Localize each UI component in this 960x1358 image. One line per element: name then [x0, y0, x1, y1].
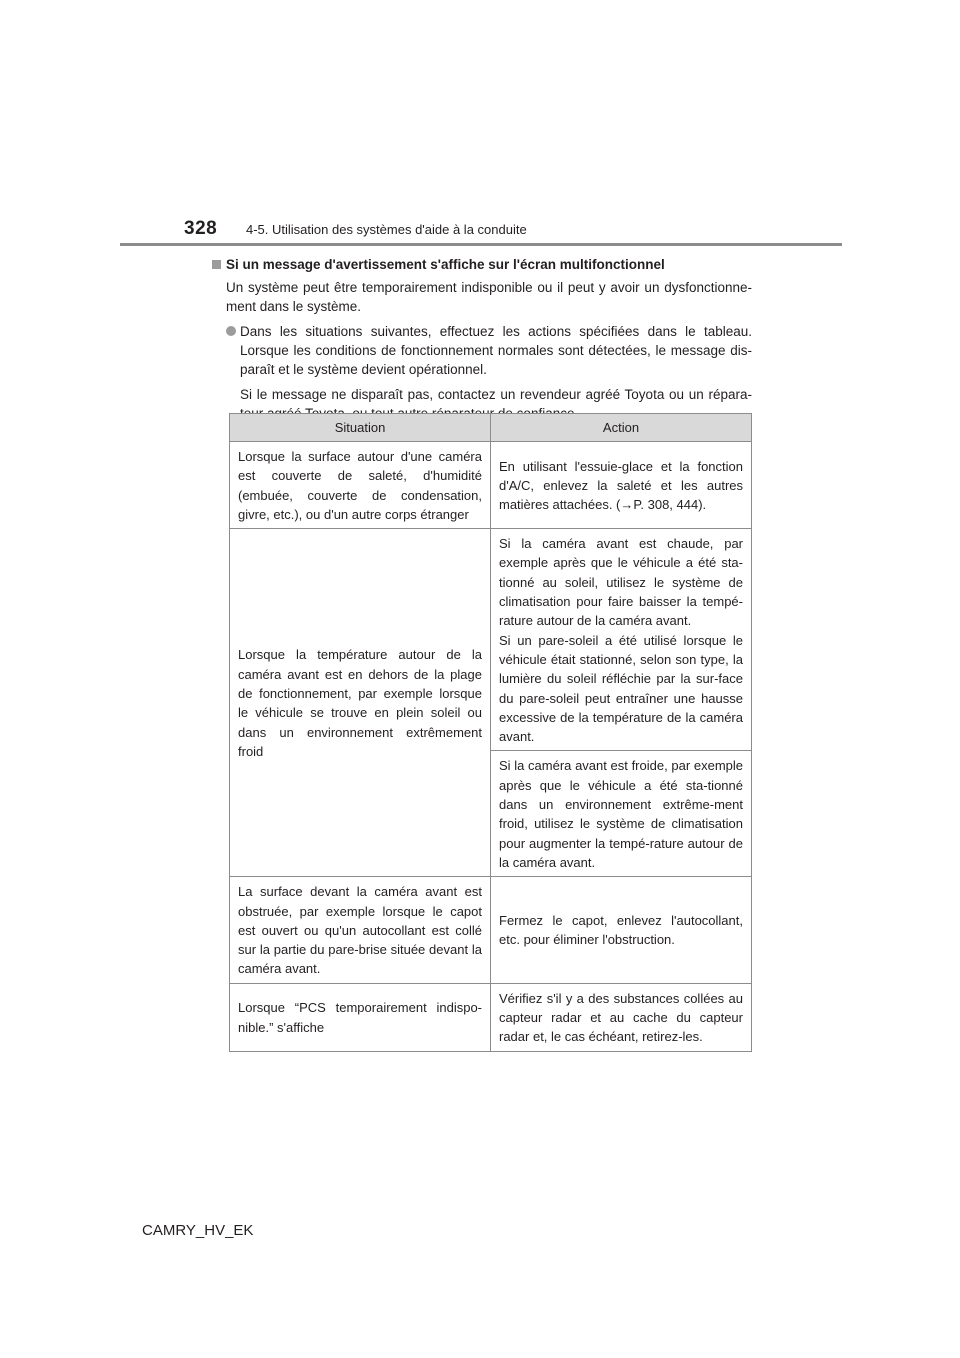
warning-heading-text: Si un message d'avertissement s'affiche sur l'écran multifonctionnel [226, 257, 665, 272]
bullet-followup: Si le message ne disparaît pas, contactez un revendeur agréé Toyota ou un répara- [240, 387, 752, 402]
page-number: 328 [184, 218, 218, 239]
header-action: Action [491, 414, 752, 442]
square-bullet-icon [212, 260, 221, 269]
situation-cell: Lorsque la surface autour d'une caméra est couverte de saleté, d'humidité (embuée, couverte de condensation, givre, etc.), ou d'un autre corps étranger [230, 442, 491, 529]
situation-cell: La surface devant la caméra avant est obstruée, par exemple lorsque le capot est ouvert ou qu'un autocollant est collé sur la partie du pare-brise située devant la caméra avant. [230, 877, 491, 983]
action-cell: Vérifiez s'il y a des substances collées au capteur radar et au cache du capteur radar et, le cas échéant, retirez-les. [491, 983, 752, 1051]
bullet-text: Dans les situations suivantes, effectuez les actions spécifiées dans le tableau. Lorsque les conditions de fonctionnement normales sont détectées, le message dis-paraît et le système devient opérationnel. [240, 324, 752, 377]
action-cell [491, 529, 752, 751]
action-text: Si un pare-soleil a été utilisé lorsque le véhicule était stationné, selon son type, la lumière du soleil réfléchie par la sur-face du pare-soleil peut entraîner une hausse excessive de la température de la caméra avant. [499, 632, 743, 745]
main-content [212, 255, 752, 423]
table-row [230, 442, 752, 529]
bullet-item [226, 322, 752, 379]
action-text: Si la caméra avant est chaude, par exemple après que le véhicule a été sta-tionné au soleil, utilisez le système de climatisation pour faire baisser la tempé-rature autour de la caméra avant. [499, 536, 743, 629]
table-row [230, 877, 752, 983]
intro-paragraph: Un système peut être temporairement indisponible ou il peut y avoir un dysfonctionne-ment dans le système. [226, 280, 752, 314]
situation-action-table [229, 413, 752, 1052]
header-divider [120, 243, 842, 246]
situation-cell: Lorsque la température autour de la caméra avant est en dehors de la plage de fonctionnement, par exemple lorsque le véhicule se trouve en plein soleil ou dans un environnement extrêmement froid [230, 529, 491, 877]
section-title: 4-5. Utilisation des systèmes d'aide à la conduite [246, 222, 527, 237]
situation-cell: Lorsque “PCS temporairement indispo-nible.” s'affiche [230, 983, 491, 1051]
table-row [230, 529, 752, 751]
action-cell: Fermez le capot, enlevez l'autocollant, etc. pour éliminer l'obstruction. [491, 877, 752, 983]
circle-bullet-icon [226, 326, 236, 336]
action-cell: En utilisant l'essuie-glace et la fonction d'A/C, enlevez la saleté et les autres matières attachées. (→P. 308, 444). [491, 442, 752, 529]
header-situation: Situation [230, 414, 491, 442]
warning-heading [212, 255, 752, 274]
action-cell: Si la caméra avant est froide, par exemple après que le véhicule a été sta-tionné dans un environnement extrême-ment froid, utilisez le système de climatisation pour augmenter la tempé-rature autour de la caméra avant. [491, 751, 752, 877]
model-code: CAMRY_HV_EK [142, 1222, 254, 1239]
table-header-row [230, 414, 752, 442]
table-row [230, 983, 752, 1051]
